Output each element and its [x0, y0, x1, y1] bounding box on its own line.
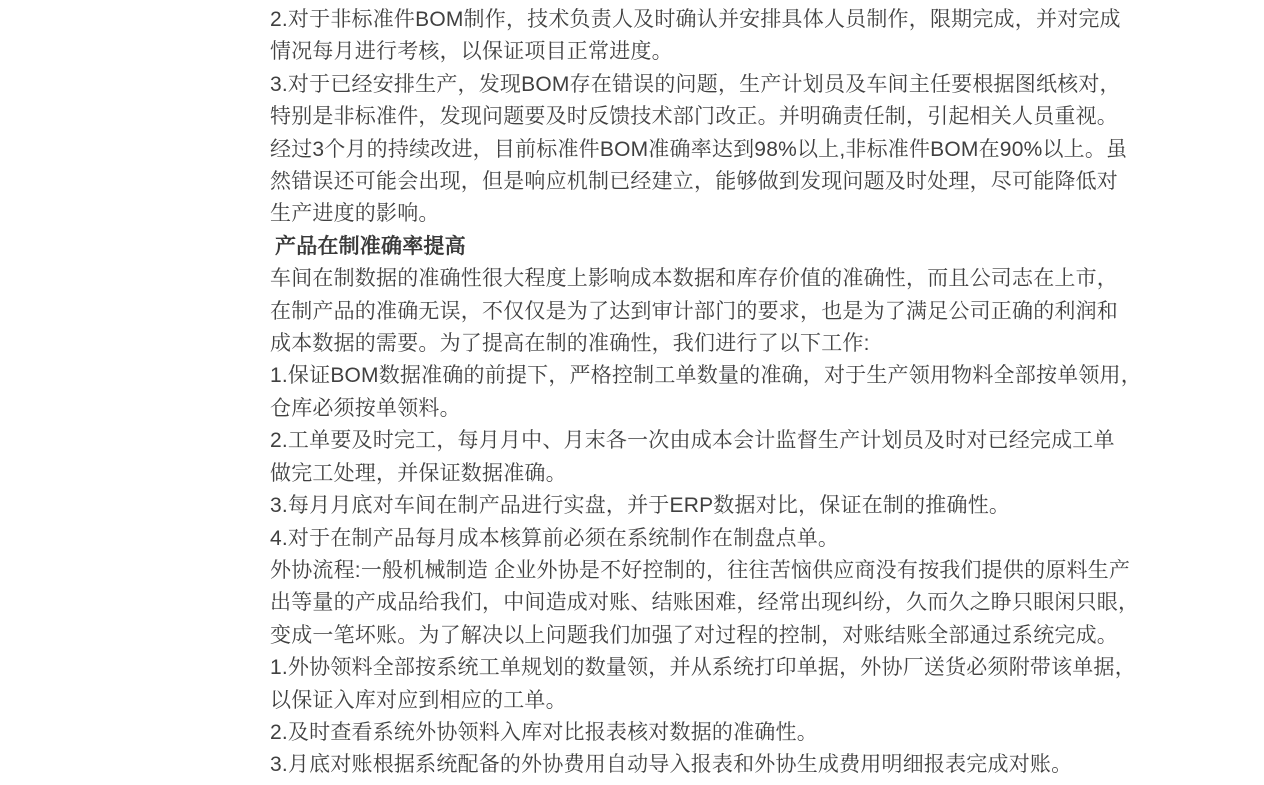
text-line: 仓库必须按单领料。 — [270, 396, 461, 420]
text-line: 情况每月进行考核，以保证项目正常进度。 — [270, 40, 673, 64]
text-line: 经过3个月的持续改进，目前标准件BOM准确率达到98%以上,非标准件BOM在90%以上。虽 — [270, 137, 1128, 161]
text-line: 生产进度的影响。 — [270, 202, 440, 226]
text-line: 变成一笔坏账。为了解决以上问题我们加强了对过程的控制，对账结账全部通过系统完成。 — [270, 623, 1118, 647]
text-line: 外协流程:一般机械制造 企业外协是不好控制的，往往苦恼供应商没有按我们提供的原料生产 — [270, 558, 1131, 582]
section-heading: 产品在制准确率提高 — [275, 234, 466, 258]
text-line: 2.工单要及时完工，每月月中、月末各一次由成本会计监督生产计划员及时对已经完成工单 — [270, 429, 1115, 453]
text-line: 出等量的产成品给我们，中间造成对账、结账困难，经常出现纠纷，久而久之睁只眼闲只眼， — [270, 591, 1140, 615]
text-line: 4.对于在制产品每月成本核算前必须在系统制作在制盘点单。 — [270, 526, 840, 550]
text-line: 2.对于非标准件BOM制作，技术负责人及时确认并安排具体人员制作，限期完成，并对完成 — [270, 8, 1121, 31]
text-line: 在制产品的准确无误，不仅仅是为了达到审计部门的要求，也是为了满足公司正确的利润和 — [270, 299, 1118, 323]
text-line: 1.保证BOM数据准确的前提下，严格控制工单数量的准确，对于生产领用物料全部按单领用， — [270, 364, 1142, 388]
text-line: 车间在制数据的准确性很大程度上影响成本数据和库存价值的准确性，而且公司志在上市， — [270, 267, 1118, 291]
text-line: 1.外协领料全部按系统工单规划的数量领，并从系统打印单据，外协厂送货必须附带该单据， — [270, 656, 1136, 680]
text-line: 3.每月月底对车间在制产品进行实盘，并于ERP数据对比，保证在制的推确性。 — [270, 494, 1011, 518]
text-line: 3.对于已经安排生产，发现BOM存在错误的问题，生产计划员及车间主任要根据图纸核对， — [270, 72, 1121, 96]
text-line: 成本数据的需要。为了提高在制的准确性，我们进行了以下工作: — [270, 332, 870, 356]
text-line: 特别是非标准件，发现问题要及时反馈技术部门改正。并明确责任制，引起相关人员重视。 — [270, 105, 1118, 129]
text-line: 做完工处理，并保证数据准确。 — [270, 461, 567, 485]
document-text-column — [270, 4, 1210, 782]
text-line: 然错误还可能会出现，但是响应机制已经建立，能够做到发现问题及时处理，尽可能降低对 — [270, 170, 1118, 194]
text-line: 以保证入库对应到相应的工单。 — [270, 688, 567, 712]
text-line: 2.及时查看系统外协领料入库对比报表核对数据的准确性。 — [270, 720, 818, 744]
text-line: 3.月底对账根据系统配备的外协费用自动导入报表和外协生成费用明细报表完成对账。 — [270, 753, 1073, 777]
